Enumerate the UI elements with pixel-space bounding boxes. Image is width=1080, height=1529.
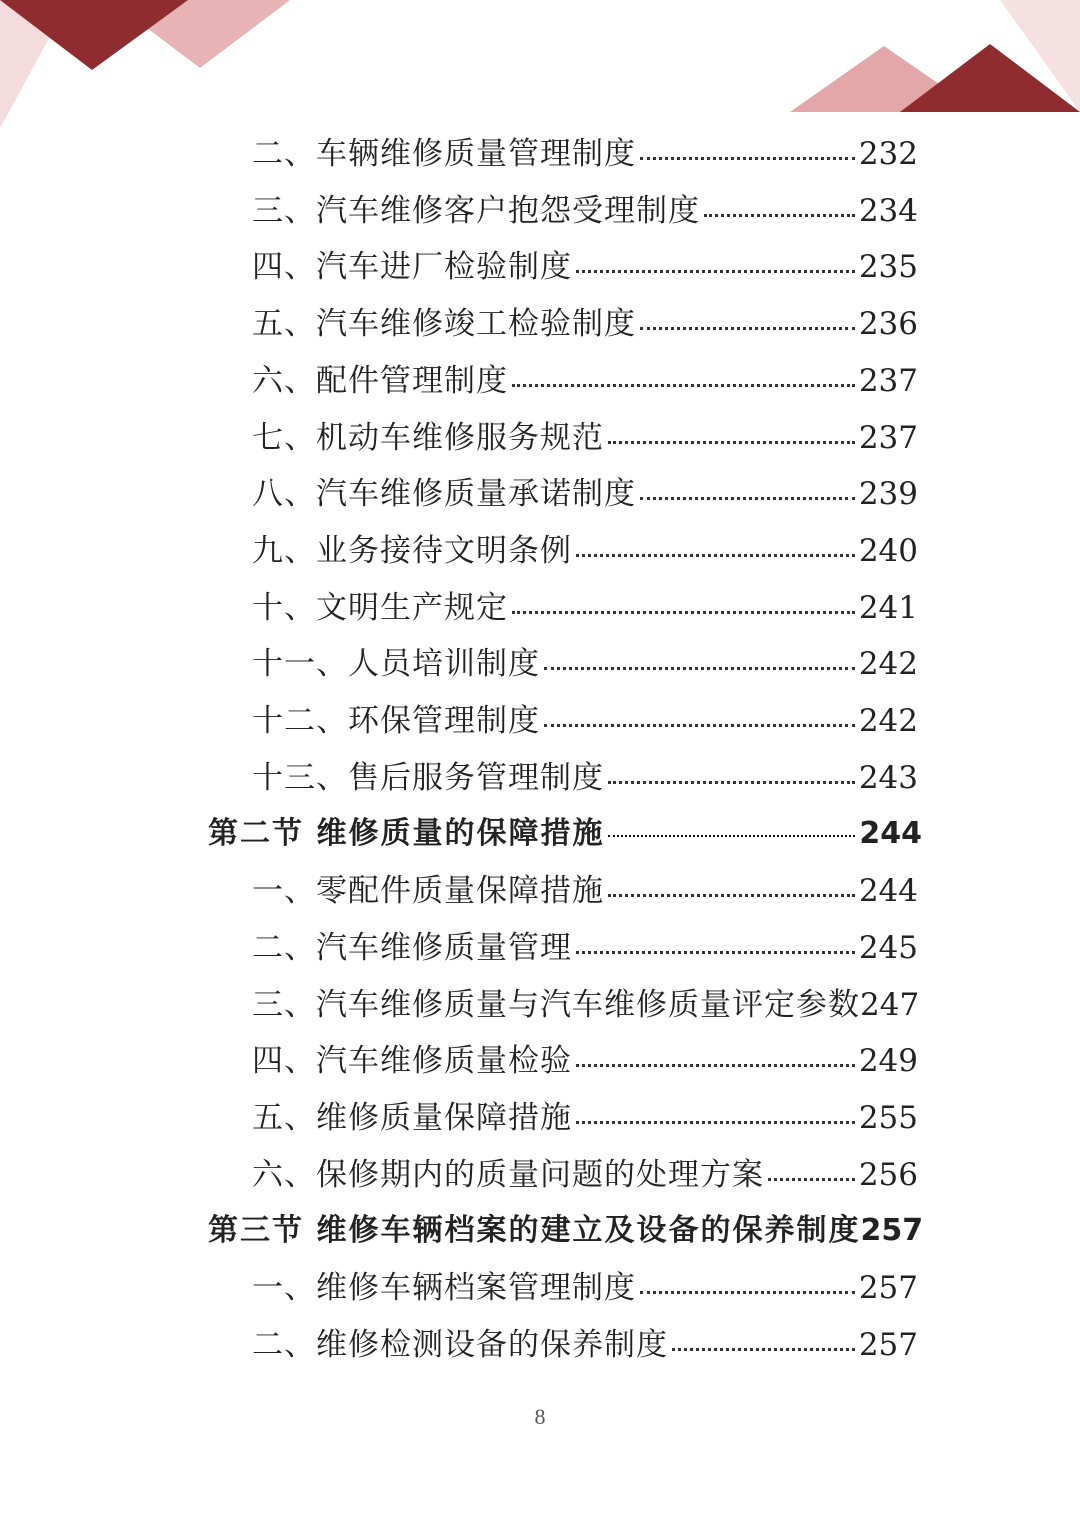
toc-leader-dots <box>640 147 855 160</box>
toc-leader-dots <box>704 204 855 217</box>
toc-leader-dots <box>608 771 855 784</box>
toc-entry[interactable] <box>252 693 918 749</box>
toc-entry-page: 241 <box>858 589 918 626</box>
toc-entry-title: 十一、人员培训制度 <box>252 646 540 683</box>
toc-entry-page: 255 <box>858 1099 918 1136</box>
toc-entry-page: 239 <box>858 476 918 513</box>
page-number: 8 <box>534 1404 546 1429</box>
toc-entry-page: 237 <box>858 362 918 399</box>
toc-entry-page: 257 <box>858 1326 918 1363</box>
toc-entry-title: 一、零配件质量保障措施 <box>252 873 604 910</box>
toc-entry[interactable] <box>252 1317 918 1373</box>
toc-entry[interactable] <box>252 466 918 522</box>
toc-entry-title: 七、机动车维修服务规范 <box>252 419 604 456</box>
toc-entry-page: 243 <box>858 759 918 796</box>
toc-entry-page: 245 <box>858 929 918 966</box>
toc-leader-dots <box>640 487 855 500</box>
toc-entry[interactable] <box>252 523 918 579</box>
toc-entry-title: 三、汽车维修质量与汽车维修质量评定参数 <box>252 986 860 1023</box>
toc-entry-title: 十三、售后服务管理制度 <box>252 759 604 796</box>
toc-entry-page: 237 <box>858 419 918 456</box>
toc-entry[interactable] <box>252 636 918 692</box>
toc-entry[interactable] <box>252 239 918 295</box>
toc-entry-title: 十二、环保管理制度 <box>252 703 540 739</box>
toc-leader-dots <box>640 317 855 330</box>
toc-entry[interactable] <box>252 126 918 182</box>
toc-entry[interactable] <box>252 1260 918 1316</box>
toc-entry-title: 第二节 维修质量的保障措施 <box>208 816 605 852</box>
toc-entry[interactable] <box>252 580 918 636</box>
toc-entry-page: 235 <box>858 249 918 286</box>
toc-entry-page: 232 <box>858 136 918 172</box>
toc-entry-title: 一、维修车辆档案管理制度 <box>252 1270 636 1306</box>
toc-entry[interactable] <box>252 410 918 466</box>
toc-entry-title: 十、文明生产规定 <box>252 589 508 626</box>
toc-leader-dots <box>576 1054 855 1067</box>
toc-entry-title: 二、维修检测设备的保养制度 <box>252 1326 668 1363</box>
toc-entry-title: 二、车辆维修质量管理制度 <box>252 136 636 172</box>
toc-entry[interactable] <box>252 183 918 239</box>
toc-leader-dots <box>768 1168 855 1181</box>
toc-entry-page: 240 <box>858 532 918 569</box>
toc-entry[interactable] <box>252 296 918 352</box>
toc-section-entry[interactable] <box>208 1203 922 1259</box>
toc-leader-dots <box>576 544 855 557</box>
toc-entry-page: 244 <box>858 873 918 910</box>
toc-entry[interactable] <box>252 863 918 919</box>
toc-entry-page: 249 <box>858 1043 918 1080</box>
toc-entry-title: 六、配件管理制度 <box>252 362 508 399</box>
toc-section-entry[interactable] <box>208 806 922 862</box>
toc-entry-page: 256 <box>858 1156 918 1193</box>
toc-entry[interactable] <box>252 353 918 409</box>
toc-leader-dots <box>512 601 855 614</box>
toc-entry-title: 六、保修期内的质量问题的处理方案 <box>252 1156 764 1193</box>
toc-entry-page: 242 <box>858 703 918 739</box>
toc-entry-title: 五、维修质量保障措施 <box>252 1099 572 1136</box>
toc-leader-dots <box>576 260 855 273</box>
toc-leader-dots <box>576 941 855 954</box>
toc-entry-title: 二、汽车维修质量管理 <box>252 929 572 966</box>
toc-entry[interactable] <box>252 1090 918 1146</box>
toc-entry-page: 247 <box>860 986 920 1023</box>
toc-leader-dots <box>544 714 855 727</box>
toc-entry-page: 244 <box>859 816 922 852</box>
toc-entry-page: 242 <box>858 646 918 683</box>
toc-leader-dots <box>544 657 855 670</box>
toc-entry[interactable] <box>252 920 918 976</box>
toc-entry-title: 第三节 维修车辆档案的建立及设备的保养制度 <box>208 1213 861 1249</box>
toc-leader-dots <box>672 1338 855 1351</box>
toc-entry-title: 三、汽车维修客户抱怨受理制度 <box>252 192 700 229</box>
toc-entry-title: 五、汽车维修竣工检验制度 <box>252 306 636 343</box>
toc-leader-dots <box>512 374 855 387</box>
toc-entry-title: 四、汽车维修质量检验 <box>252 1043 572 1080</box>
toc-entry[interactable] <box>252 977 918 1033</box>
toc-entry-page: 234 <box>858 192 918 229</box>
toc-entry-page: 257 <box>858 1270 918 1306</box>
toc-entry[interactable] <box>252 1147 918 1203</box>
toc-leader-dots <box>576 1111 855 1124</box>
toc-leader-dots <box>608 825 855 837</box>
header-decoration <box>0 0 1080 140</box>
toc-entry-page: 236 <box>858 306 918 343</box>
toc-entry[interactable] <box>252 750 918 806</box>
toc-leader-dots <box>608 884 855 897</box>
toc-leader-dots <box>608 431 855 444</box>
toc-entry-title: 八、汽车维修质量承诺制度 <box>252 476 636 513</box>
toc-entry[interactable] <box>252 1033 918 1089</box>
toc-leader-dots <box>640 1281 855 1294</box>
toc-entry-title: 九、业务接待文明条例 <box>252 532 572 569</box>
toc-entry-title: 四、汽车进厂检验制度 <box>252 249 572 286</box>
toc-entry-page: 257 <box>860 1213 924 1249</box>
